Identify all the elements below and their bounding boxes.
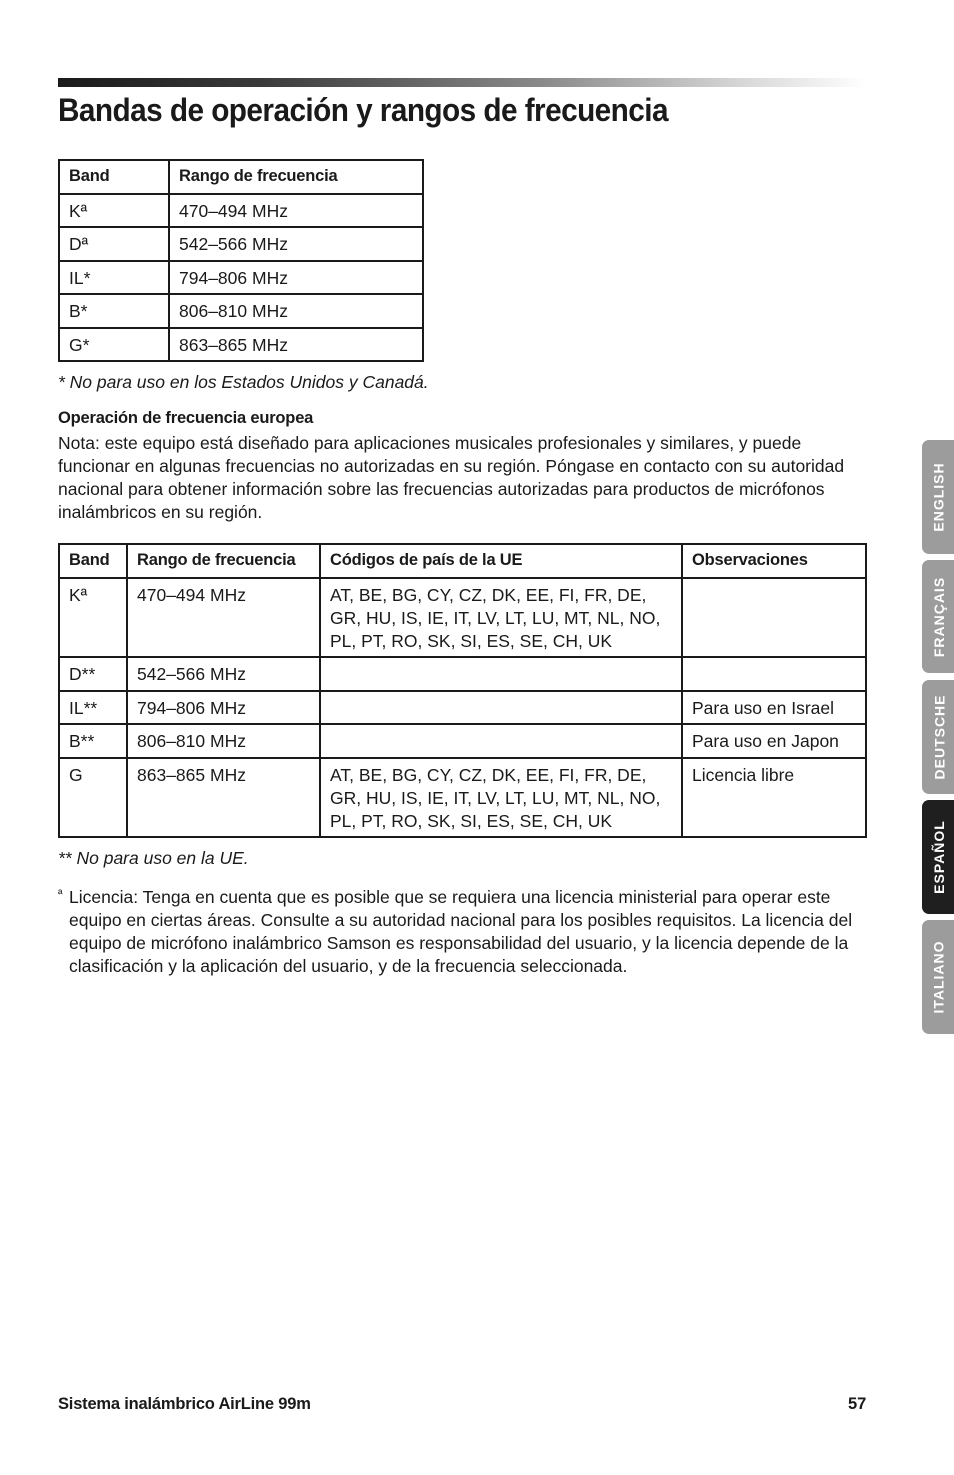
section-heading-european: Operación de frecuencia europea bbox=[58, 409, 314, 427]
frequency-cell: 794–806 MHz bbox=[127, 691, 320, 725]
frequency-cell: 542–566 MHz bbox=[127, 657, 320, 691]
band-cell: D** bbox=[59, 657, 127, 691]
band-cell: Kª bbox=[59, 578, 127, 657]
tab-italiano[interactable] bbox=[922, 920, 954, 1034]
observations-cell: Para uso en Japon bbox=[682, 724, 866, 758]
country-codes-cell bbox=[320, 657, 682, 691]
column-header-band: Band bbox=[59, 544, 127, 578]
band-cell: B* bbox=[59, 294, 169, 328]
table-row bbox=[59, 294, 423, 328]
tab-label: FRANÇAIS bbox=[931, 576, 947, 657]
frequency-cell: 863–865 MHz bbox=[127, 758, 320, 837]
frequency-cell: 863–865 MHz bbox=[169, 328, 423, 362]
tab-label: ITALIANO bbox=[931, 940, 948, 1014]
observations-cell bbox=[682, 657, 866, 691]
table-row bbox=[59, 194, 423, 228]
band-cell: G* bbox=[59, 328, 169, 362]
table-row bbox=[59, 691, 866, 725]
band-cell: B** bbox=[59, 724, 127, 758]
column-header-band: Band bbox=[59, 160, 169, 194]
observations-cell: Para uso en Israel bbox=[682, 691, 866, 725]
european-note-paragraph: Nota: este equipo está diseñado para aplicaciones musicales profesionales y similares, y puede funcionar en algunas frecuencias no autorizadas en su región. Póngase en contacto con su autoridad nacional para obtener información sobre las frecuencias autorizadas para productos de micrófonos inalámbricos en su región. bbox=[58, 433, 845, 522]
table-row bbox=[59, 261, 423, 295]
country-codes-cell bbox=[320, 724, 682, 758]
table-header-row bbox=[59, 544, 866, 578]
frequency-cell: 794–806 MHz bbox=[169, 261, 423, 295]
page-number: 57 bbox=[848, 1395, 867, 1413]
table-note-not-us-canada: * No para uso en los Estados Unidos y Canadá. bbox=[58, 372, 429, 392]
band-cell: IL* bbox=[59, 261, 169, 295]
table-note-not-eu: ** No para uso en la UE. bbox=[58, 848, 249, 868]
frequency-cell: 542–566 MHz bbox=[169, 227, 423, 261]
license-footnote bbox=[58, 886, 868, 978]
tab-deutsche[interactable] bbox=[922, 680, 954, 794]
frequency-band-table bbox=[58, 159, 424, 362]
eu-frequency-table bbox=[58, 543, 867, 838]
table-row bbox=[59, 724, 866, 758]
observations-cell bbox=[682, 578, 866, 657]
observations-cell: Licencia libre bbox=[682, 758, 866, 837]
footnote-text: Licencia: Tenga en cuenta que es posible que se requiera una licencia ministerial para operar este equipo en ciertas áreas. Consulte a su autoridad nacional para los posibles requisitos. La licencia del equipo de micrófono inalámbrico Samson es responsabilidad del usuario, y la licencia depende de la clasificación y la aplicación del usuario, y de la frecuencia seleccionada. bbox=[69, 887, 853, 976]
tab-francais[interactable] bbox=[922, 560, 954, 673]
band-cell: Dª bbox=[59, 227, 169, 261]
country-codes-cell bbox=[320, 691, 682, 725]
tab-english[interactable] bbox=[922, 440, 954, 554]
tab-espanol[interactable] bbox=[922, 800, 954, 914]
frequency-cell: 470–494 MHz bbox=[127, 578, 320, 657]
table-header-row bbox=[59, 160, 423, 194]
column-header-frequency-range: Rango de frecuencia bbox=[169, 160, 423, 194]
footer-product-name: Sistema inalámbrico AirLine 99m bbox=[58, 1395, 311, 1413]
band-cell: G bbox=[59, 758, 127, 837]
column-header-frequency-range: Rango de frecuencia bbox=[127, 544, 320, 578]
column-header-observations: Observaciones bbox=[682, 544, 866, 578]
frequency-cell: 806–810 MHz bbox=[169, 294, 423, 328]
page-title: Bandas de operación y rangos de frecuencia bbox=[58, 92, 669, 128]
tab-label: ESPAÑOL bbox=[931, 820, 948, 894]
band-cell: IL** bbox=[59, 691, 127, 725]
country-codes-cell: AT, BE, BG, CY, CZ, DK, EE, FI, FR, DE, GR, HU, IS, IE, IT, LV, LT, LU, MT, NL, NO, PL, PT, RO, SK, SI, ES, SE, CH, UK bbox=[320, 758, 682, 837]
table-row bbox=[59, 657, 866, 691]
tab-label: ENGLISH bbox=[931, 462, 948, 532]
column-header-eu-country-codes: Códigos de país de la UE bbox=[320, 544, 682, 578]
frequency-cell: 470–494 MHz bbox=[169, 194, 423, 228]
table-row bbox=[59, 227, 423, 261]
table-row bbox=[59, 758, 866, 837]
country-codes-cell: AT, BE, BG, CY, CZ, DK, EE, FI, FR, DE, GR, HU, IS, IE, IT, LV, LT, LU, MT, NL, NO, PL, PT, RO, SK, SI, ES, SE, CH, UK bbox=[320, 578, 682, 657]
table-row bbox=[59, 578, 866, 657]
footnote-mark: ª bbox=[58, 887, 63, 901]
table-row bbox=[59, 328, 423, 362]
header-gradient-bar bbox=[58, 78, 866, 87]
band-cell: Kª bbox=[59, 194, 169, 228]
tab-label: DEUTSCHE bbox=[931, 694, 948, 780]
frequency-cell: 806–810 MHz bbox=[127, 724, 320, 758]
